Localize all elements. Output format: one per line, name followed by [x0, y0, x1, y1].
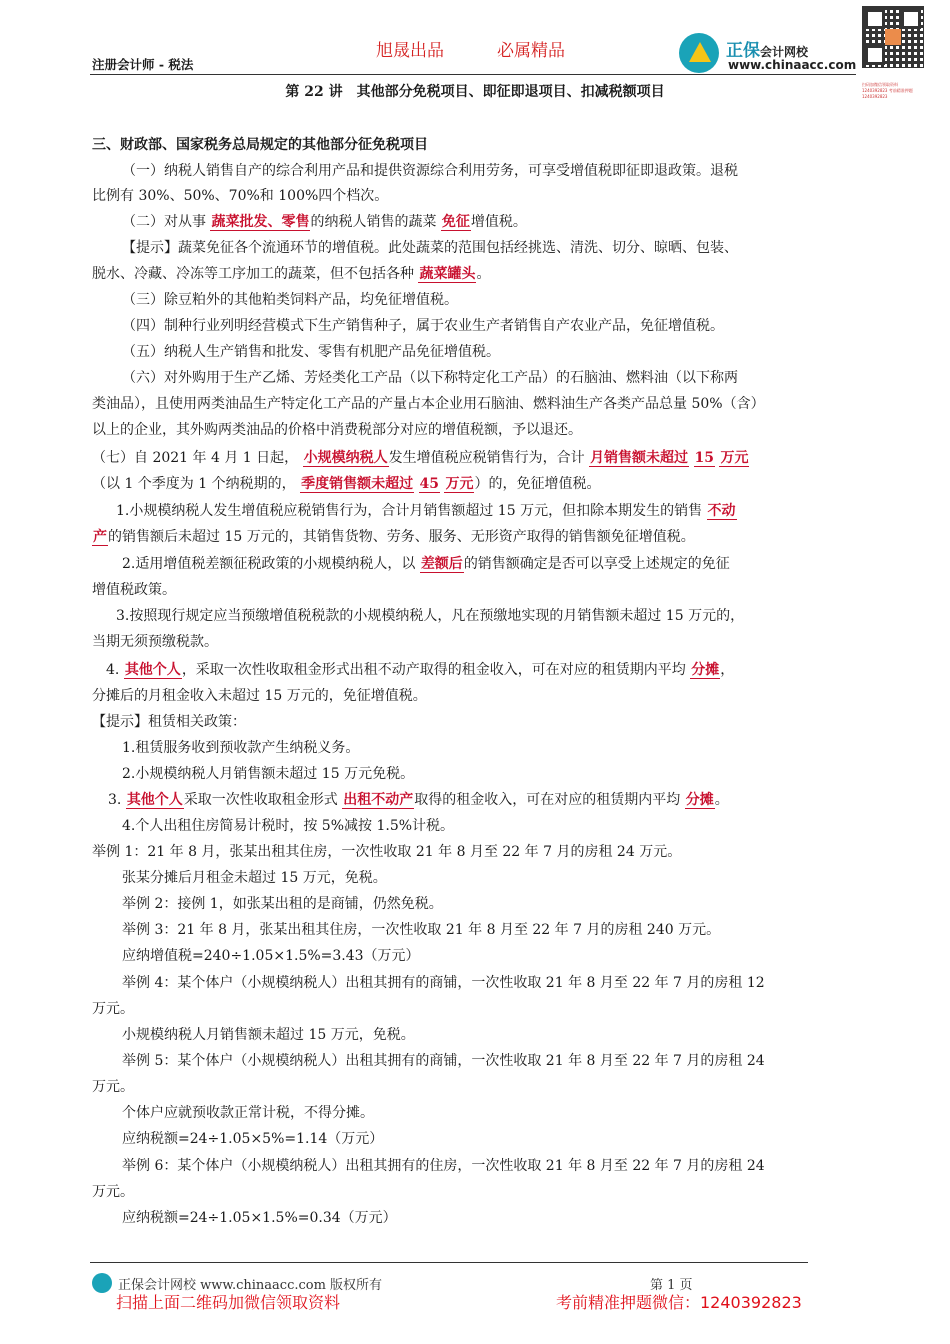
footer-copyright: 正保会计网校 www.chinaacc.com 版权所有: [118, 1278, 383, 1293]
para-7c: 以上的企业，其外购两类油品的价格中消费税部分对应的增值税额，予以退还。: [92, 422, 582, 438]
para-7b: 类油品），且使用两类油品生产特定化工产品的产量占本企业用石脑油、燃料油生产各类产品总量 50%（含）: [92, 396, 765, 412]
section-heading: 三、财政部、国家税务总局规定的其他部分征免税项目: [92, 137, 428, 153]
example-2: 举例 2：接例 1，如张某出租的是商铺，仍然免税。: [122, 896, 443, 912]
qr-code-icon: [862, 6, 924, 68]
para-10b: 增值税政策。: [92, 582, 176, 598]
tip-4: 4.个人出租住房简易计税时，按 5%减按 1.5%计税。: [122, 818, 455, 834]
example-1: 举例 1：21 年 8 月，张某出租其住房，一次性收取 21 年 8 月至 22 年 7 月的房租 24 万元。: [92, 844, 682, 860]
page-number: 第 1 页: [650, 1278, 693, 1293]
example-3-calc: 应纳增值税=240÷1.05×1.5%=3.43（万元）: [122, 948, 420, 964]
tip-3: 3. 其他个人采取一次性收取租金形式 出租不动产取得的租金收入，可在对应的租赁期内平均 分摊。: [108, 792, 729, 808]
para-3a: 【提示】蔬菜免征各个流通环节的增值税。此处蔬菜的范围包括经挑选、清洗、切分、晾晒、包装、: [122, 240, 738, 256]
para-4: （三）除豆粕外的其他粕类饲料产品，均免征增值税。: [122, 292, 458, 308]
example-4-wrap: 万元。: [92, 1001, 134, 1017]
para-7a: （六）对外购用于生产乙烯、芳烃类化工产品（以下称特定化工产品）的石脑油、燃料油（以下称两: [122, 370, 738, 386]
example-4: 举例 4：某个体户（小规模纳税人）出租其拥有的商铺，一次性收取 21 年 8 月至 22 年 7 月的房租 12: [122, 975, 765, 991]
header-slogan-1: 旭晟出品: [376, 41, 444, 61]
para-1a: （一）纳税人销售自产的综合利用产品和提供资源综合利用劳务，可享受增值税即征即退政策。退税: [122, 163, 738, 179]
para-10a: 2.适用增值税差额征税政策的小规模纳税人，以 差额后的销售额确定是否可以享受上述规定的免征: [122, 556, 730, 572]
para-12a: 4. 其他个人，采取一次性收取租金形式出租不动产取得的租金收入，可在对应的租赁期内平均 分摊，: [106, 662, 735, 678]
logo-brand: 正保会计网校: [726, 41, 809, 61]
para-3b: 脱水、冷藏、冷冻等工序加工的蔬菜，但不包括各种 蔬菜罐头。: [92, 266, 491, 282]
footer-logo-icon: [92, 1273, 112, 1293]
page-title: 第 22 讲 其他部分免税项目、即征即退项目、扣减税额项目: [285, 84, 665, 100]
qr-note: 扫码加微信领取资料 1240392823 考前精准押题 1240392823: [862, 82, 913, 99]
para-11b: 当期无须预缴税款。: [92, 634, 218, 650]
header-slogan-2: 必属精品: [497, 41, 565, 61]
para-5: （四）制种行业列明经营模式下生产销售种子，属于农业生产者销售自产农业产品，免征增值税。: [122, 318, 724, 334]
para-1b: 比例有 30%、50%、70%和 100%四个档次。: [92, 188, 389, 204]
tip-2: 2.小规模纳税人月销售额未超过 15 万元免税。: [122, 766, 415, 782]
logo-site: www.chinaacc.com: [728, 58, 857, 72]
para-8a: （七）自 2021 年 4 月 1 日起， 小规模纳税人发生增值税应税销售行为，合计 月销售额未超过 15 万元: [92, 450, 749, 466]
example-4-note: 小规模纳税人月销售额未超过 15 万元，免税。: [122, 1027, 415, 1043]
header-divider: [90, 74, 856, 75]
example-3: 举例 3：21 年 8 月，张某出租其住房，一次性收取 21 年 8 月至 22 年 7 月的房租 240 万元。: [122, 922, 721, 938]
tip-1: 1.租赁服务收到预收款产生纳税义务。: [122, 740, 360, 756]
course-name: 注册会计师 - 税法: [92, 57, 194, 72]
example-1-note: 张某分摊后月租金未超过 15 万元，免税。: [122, 870, 387, 886]
example-6-wrap: 万元。: [92, 1184, 134, 1200]
example-5-wrap: 万元。: [92, 1079, 134, 1095]
para-9b: 产的销售额后未超过 15 万元的，其销售货物、劳务、服务、无形资产取得的销售额免征增值税。: [93, 529, 695, 545]
chinaacc-logo: [676, 30, 858, 78]
example-5-calc: 应纳税额=24÷1.05×5%=1.14（万元）: [122, 1131, 384, 1147]
para-2: （二）对从事 蔬菜批发、零售的纳税人销售的蔬菜 免征增值税。: [122, 214, 527, 230]
example-6-calc: 应纳税额=24÷1.05×1.5%=0.34（万元）: [122, 1210, 397, 1226]
footer-promo-right: 考前精准押题微信：1240392823: [556, 1293, 802, 1312]
para-8b: （以 1 个季度为 1 个纳税期的， 季度销售额未超过 45 万元）的，免征增值税。: [92, 476, 601, 492]
example-6: 举例 6：某个体户（小规模纳税人）出租其拥有的住房，一次性收取 21 年 8 月至 22 年 7 月的房租 24: [122, 1158, 765, 1174]
para-12b: 分摊后的月租金收入未超过 15 万元的，免征增值税。: [92, 688, 427, 704]
tip-heading: 【提示】租赁相关政策：: [92, 714, 246, 730]
example-5-note: 个体户应就预收款正常计税，不得分摊。: [122, 1105, 374, 1121]
example-5: 举例 5：某个体户（小规模纳税人）出租其拥有的商铺，一次性收取 21 年 8 月至 22 年 7 月的房租 24: [122, 1053, 765, 1069]
footer-divider: [90, 1262, 808, 1263]
logo-icon: [679, 33, 719, 73]
para-11a: 3.按照现行规定应当预缴增值税税款的小规模纳税人，凡在预缴地实现的月销售额未超过 15 万元的，: [116, 608, 745, 624]
footer-promo-left: 扫描上面二维码加微信领取资料: [116, 1293, 341, 1312]
para-9a: 1.小规模纳税人发生增值税应税销售行为，合计月销售额超过 15 万元，但扣除本期发生的销售 不动: [116, 503, 736, 519]
para-6: （五）纳税人生产销售和批发、零售有机肥产品免征增值税。: [122, 344, 500, 360]
